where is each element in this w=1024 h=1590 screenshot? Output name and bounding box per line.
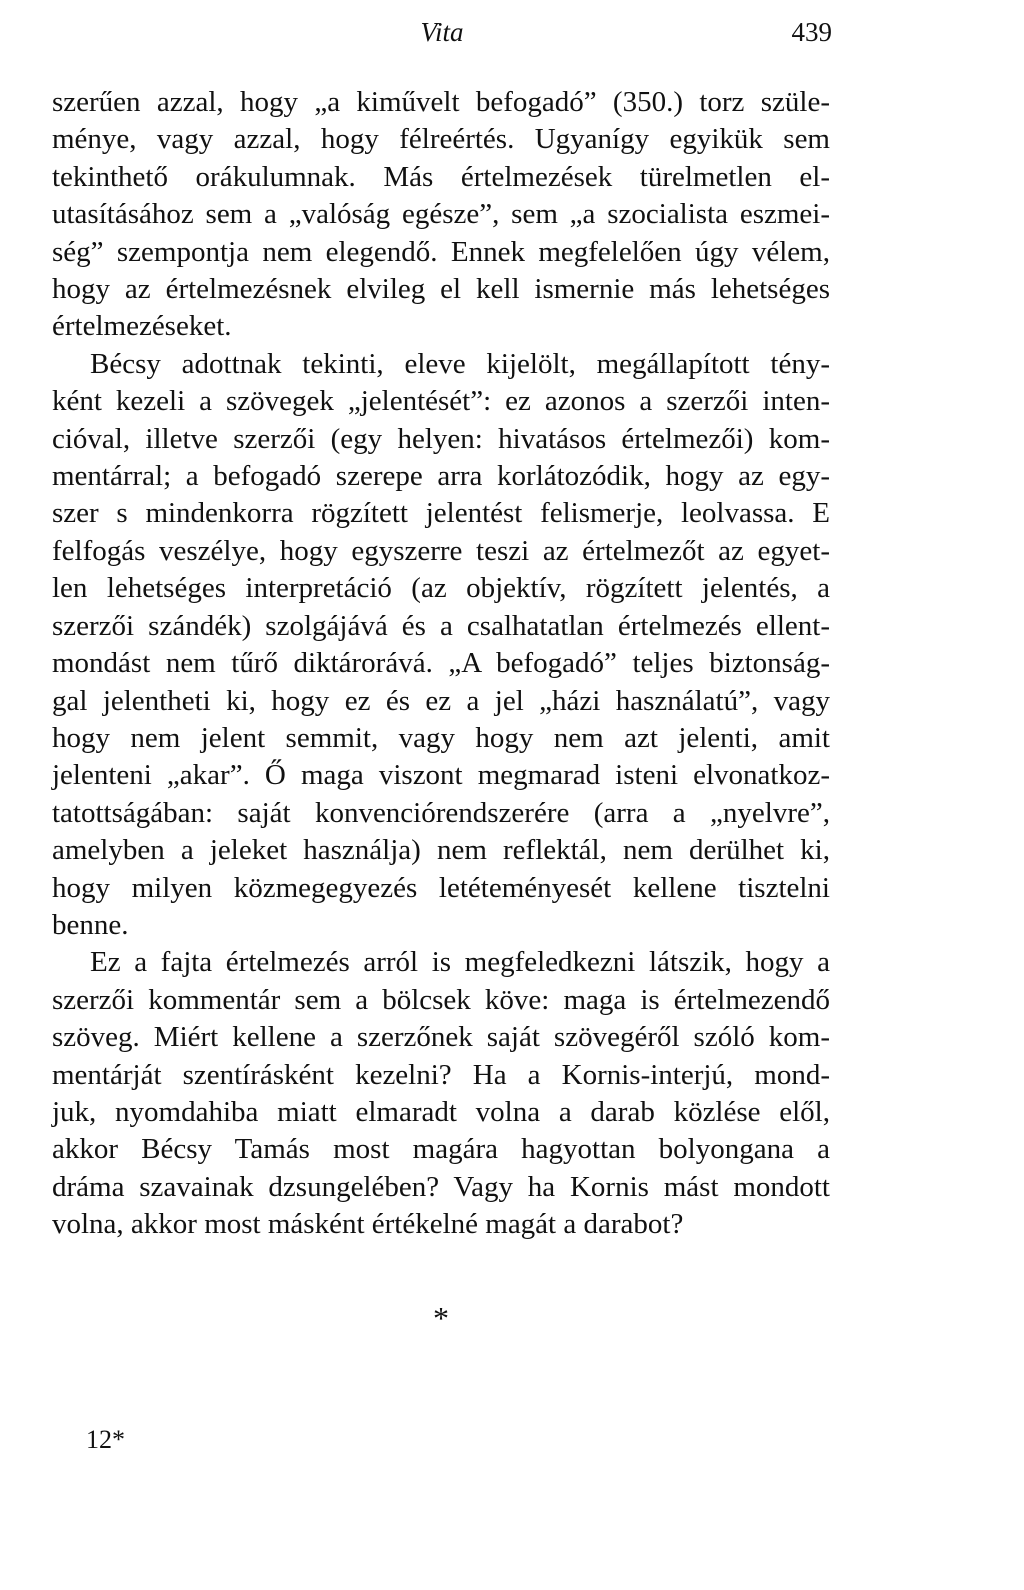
text-line: tatottságában: saját konvenciórendszerére (arra a „nyelvre”, — [52, 796, 830, 829]
text-line: ménye, vagy azzal, hogy félreértés. Ugyanígy egyikük sem — [52, 123, 830, 156]
text-line: szerűen azzal, hogy „a kiművelt befogadó” (350.) torz szüle- — [52, 86, 830, 118]
text-line: cióval, illetve szerzői (egy helyen: hivatásos értelmezői) kom- — [52, 422, 830, 455]
text-line: szöveg. Miért kellene a szerzőnek saját szövegéről szóló kom- — [52, 1021, 830, 1054]
text-line: dráma szavainak dzsungelében? Vagy ha Kornis mást mondott — [52, 1170, 830, 1203]
text-line: benne. — [52, 908, 129, 941]
paragraph-1 — [52, 84, 830, 346]
text-line: hogy milyen közmegegyezés letéteményesét kellene tisztelni — [52, 871, 830, 904]
text-line: jelenteni „akar”. Ő maga viszont megmarad isteni elvonatkoz- — [52, 759, 830, 792]
text-line: szerzői szándék) szolgájává és a csalhatatlan értelmezés ellent- — [52, 609, 830, 642]
text-line: ként kezeli a szövegek „jelentését”: ez azonos a szerzői inten- — [52, 385, 830, 418]
text-line: értelmezéseket. — [52, 310, 232, 343]
text-line: mondást nem tűrő diktárorává. „A befogadó” teljes biztonság- — [52, 647, 830, 680]
text-line: Ez a fajta értelmezés arról is megfeledkezni látszik, hogy a — [90, 946, 830, 979]
text-line: juk, nyomdahiba miatt elmaradt volna a darab közlése elől, — [52, 1095, 830, 1128]
text-line: mentárját szentírásként kezelni? Ha a Kornis-interjú, mond- — [52, 1058, 830, 1091]
text-line: hogy nem jelent semmit, vagy hogy nem azt jelenti, amit — [52, 721, 830, 754]
text-line: tekinthető orákulumnak. Más értelmezések türelmetlen el- — [52, 160, 830, 193]
printer-signature-mark: 12* — [86, 1425, 125, 1454]
text-line: len lehetséges interpretáció (az objektív, rögzített jelentés, a — [52, 572, 830, 605]
paragraph-2 — [52, 346, 830, 945]
text-line: gal jelentheti ki, hogy ez és ez a jel „házi használatú”, vagy — [52, 684, 830, 717]
paragraph-3 — [52, 944, 830, 1243]
text-line: hogy az értelmezésnek elvileg el kell ismernie más lehetséges — [52, 273, 830, 306]
section-break-asterisk: * — [433, 1300, 449, 1336]
text-line: Bécsy adottnak tekinti, eleve kijelölt, megállapított tény- — [90, 347, 830, 380]
text-line: felfogás veszélye, hogy egyszerre teszi az értelmezőt az egyet- — [52, 534, 830, 567]
running-head — [52, 14, 832, 50]
text-line: volna, akkor most másként értékelné magát a darabot? — [52, 1208, 684, 1241]
text-line: ség” szempontja nem elegendő. Ennek megfelelően úgy vélem, — [52, 235, 830, 268]
text-line: szerzői kommentár sem a bölcsek köve: maga is értelmezendő — [52, 983, 830, 1016]
text-line: mentárral; a befogadó szerepe arra korlátozódik, hogy az egy- — [52, 460, 830, 493]
body-text — [52, 84, 830, 1244]
text-line: amelyben a jeleket használja) nem reflektál, nem derülhet ki, — [52, 834, 830, 867]
text-line: utasításához sem a „valóság egésze”, sem „a szocialista eszmei- — [52, 198, 830, 231]
page-number: 439 — [791, 17, 832, 47]
text-line: szer s mindenkorra rögzített jelentést felismerje, leolvassa. E — [52, 497, 830, 530]
running-title: Vita — [420, 17, 464, 47]
text-line: akkor Bécsy Tamás most magára hagyottan bolyongana a — [52, 1133, 830, 1166]
